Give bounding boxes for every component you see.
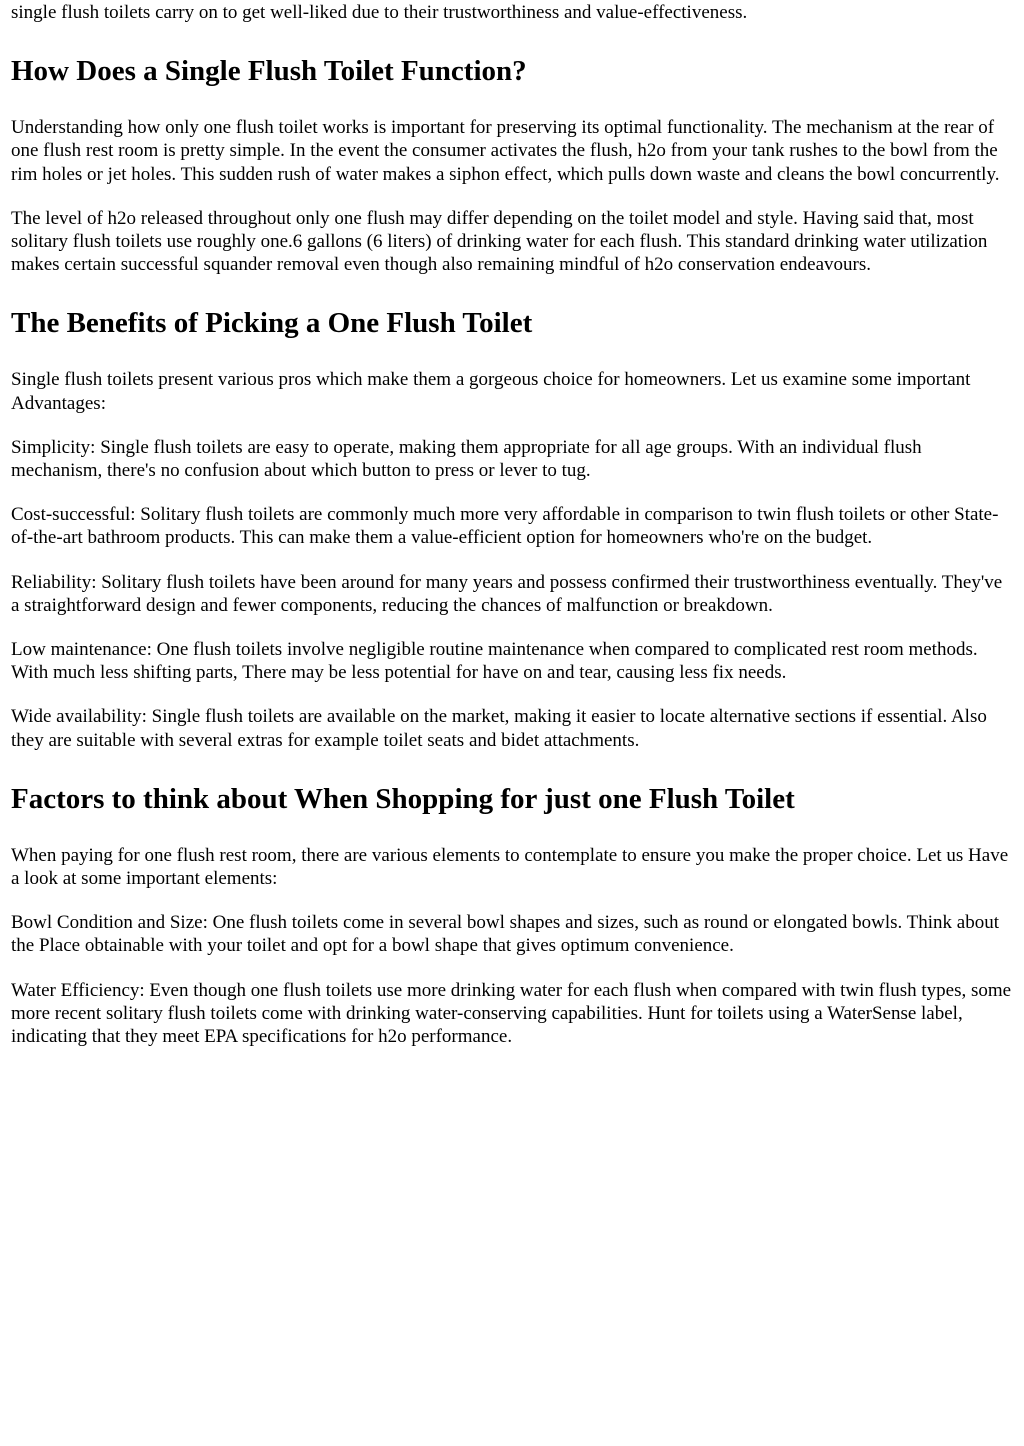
paragraph-reliability: Reliability: Solitary flush toilets have been around for many years and possess confirmed their trustworthiness eventually. They've a straightforward design and fewer components, reducing the chances of malfunction or breakdown.	[11, 571, 1003, 616]
paragraph-simplicity: Simplicity: Single flush toilets are easy to operate, making them appropriate for all age groups. With an individual flush mechanism, there's no confusion about which button to press or lever to tug.	[11, 436, 922, 482]
section-heading-how-it-works: How Does a Single Flush Toilet Function?	[11, 55, 527, 88]
paragraph-benefits-intro: Single flush toilets present various pros which make them a gorgeous choice for homeowners. Let us examine some important Advantages:	[11, 369, 971, 414]
lead-paragraph: single flush toilets carry on to get well-liked due to their trustworthiness and value-effectiveness.	[11, 2, 748, 23]
paragraph-low-maintenance: Low maintenance: One flush toilets involve negligible routine maintenance when compared to complicated rest room methods. With much less shifting parts, There may be less potential for have on and tear, causing less fix needs.	[11, 639, 978, 684]
paragraph-water-efficiency: Water Efficiency: Even though one flush toilets use more drinking water for each flush when compared with twin flush types, some more recent solitary flush toilets come with drinking water-conserving capabilities. Hunt for toilets using a WaterSense label, indicating that they meet EPA specifications for h2o performance.	[11, 979, 1012, 1048]
paragraph-bowl-shape: Bowl Condition and Size: One flush toilets come in several bowl shapes and sizes, such as round or elongated bowls. Think about the Place obtainable with your toilet and opt for a bowl shape that gives optimum convenience.	[11, 912, 1000, 957]
paragraph-factors-intro: When paying for one flush rest room, there are various elements to contemplate to ensure you make the proper choice. Let us Have a look at some important elements:	[11, 844, 1009, 890]
section-heading-benefits: The Benefits of Picking a One Flush Toilet	[11, 307, 533, 340]
section-heading-factors: Factors to think about When Shopping for just one Flush Toilet	[11, 782, 795, 815]
paragraph-water-usage: The level of h2o released throughout only one flush may differ depending on the toilet model and style. Having said that, most solitary flush toilets use roughly one.6 gallons (6 liters) of drinking water for each flush. This standard drinking water utilization makes certain successful squander removal even though also remaining mindful of h2o conservation endeavours.	[11, 207, 988, 276]
paragraph-mechanism: Understanding how only one flush toilet works is important for preserving its optimal functionality. The mechanism at the rear of one flush rest room is pretty simple. In the event the consumer activates the flush, h2o from your tank rushes to the bowl from the rim holes or jet holes. This sudden rush of water makes a siphon effect, which pulls down waste and cleans the bowl concurrently.	[11, 117, 1000, 185]
paragraph-cost-effective: Cost-successful: Solitary flush toilets are commonly much more very affordable in comparison to twin flush toilets or other State-of-the-art bathroom products. This can make them a value-efficient option for homeowners who're on the budget.	[11, 504, 999, 549]
paragraph-wide-availability: Wide availability: Single flush toilets are available on the market, making it easier to locate alternative sections if essential. Also they are suitable with several extras for example toilet seats and bidet attachments.	[11, 706, 987, 751]
